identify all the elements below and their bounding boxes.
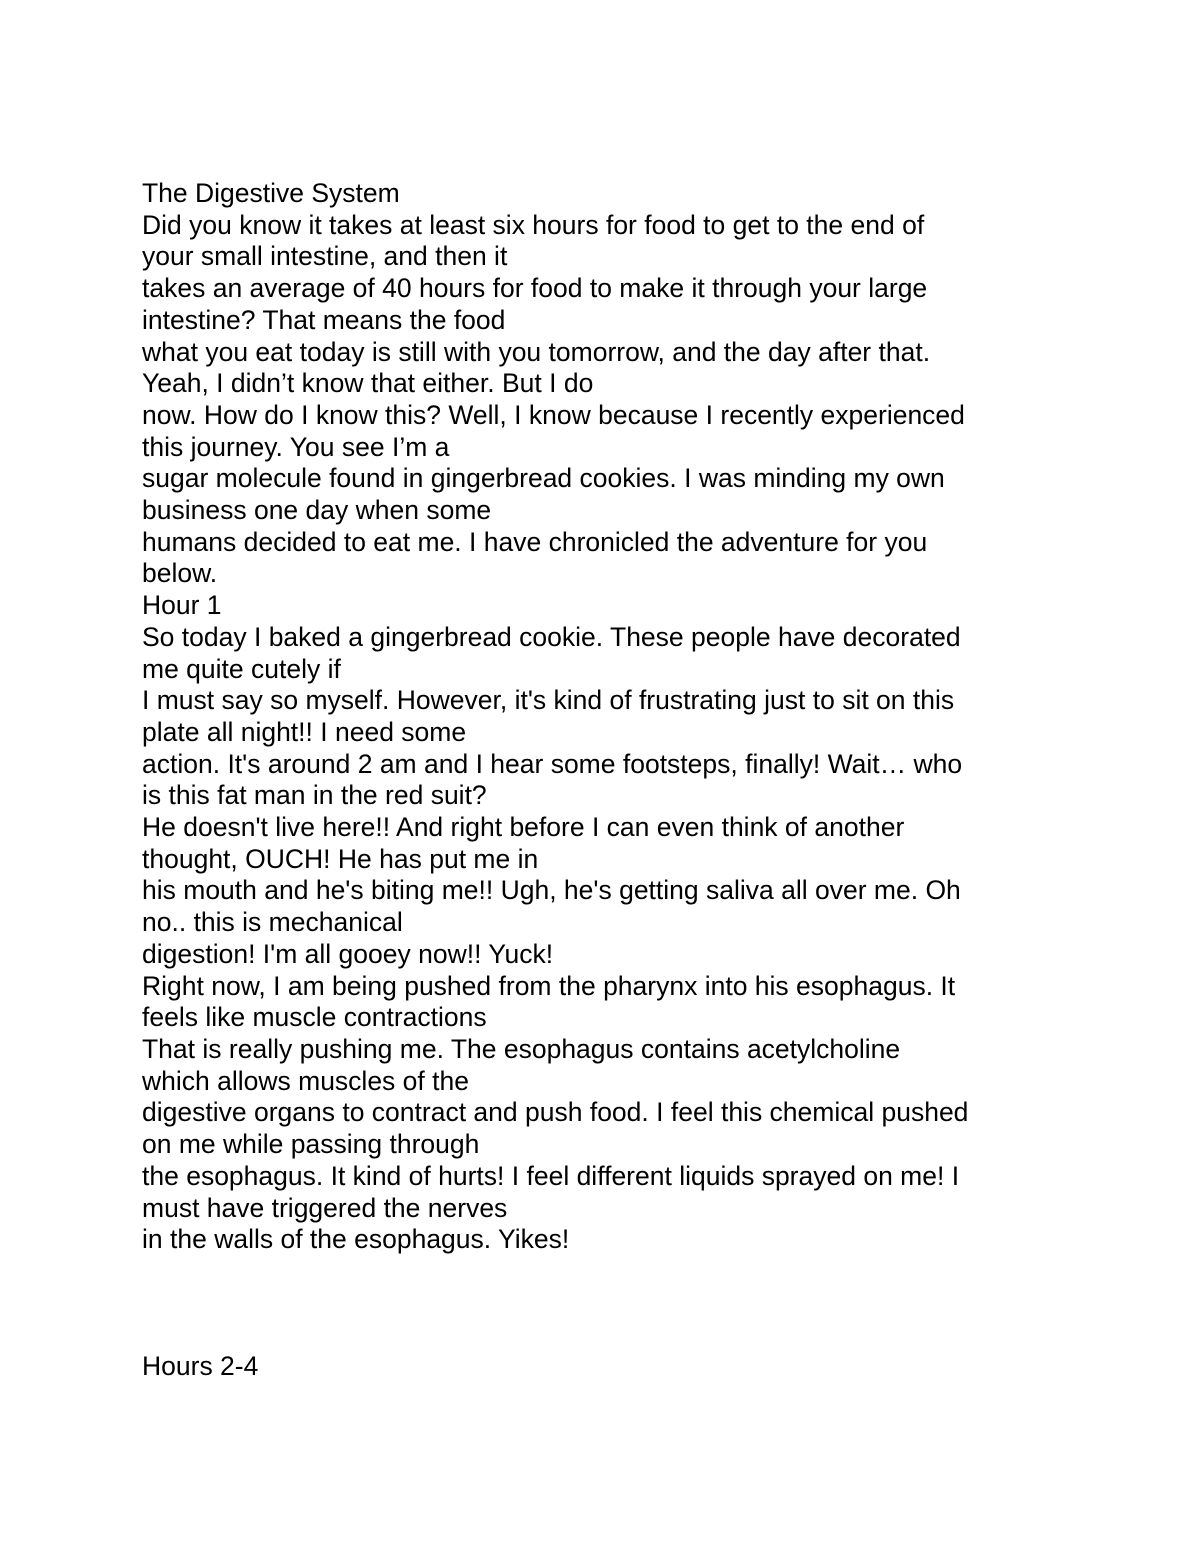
text-line: what you eat today is still with you tomorrow, and the day after that. [142,336,931,367]
text-line: me quite cutely if [142,653,341,684]
text-line: Yeah, I didn’t know that either. But I do [142,368,594,399]
document-title: The Digestive System [142,178,400,208]
text-line: Right now, I am being pushed from the pharynx into his esophagus. It [142,970,956,1001]
document-body [142,178,1102,1256]
text-line: now. How do I know this? Well, I know because I recently experienced [142,399,965,430]
text-line: must have triggered the nerves [142,1192,508,1223]
text-line: this journey. You see I’m a [142,431,450,462]
text-line: thought, OUCH! He has put me in [142,843,539,874]
text-line: intestine? That means the food [142,304,506,335]
section-heading-hours-2-4: Hours 2-4 [142,1350,259,1381]
text-line: business one day when some [142,495,492,526]
text-line: his mouth and he's biting me!! Ugh, he's getting saliva all over me. Oh [142,875,961,906]
document-page [142,178,1102,1383]
text-line: humans decided to eat me. I have chronicled the adventure for you [142,526,928,557]
text-line: which allows muscles of the [142,1065,469,1096]
text-line: below. [142,558,218,589]
text-line: plate all night!! I need some [142,716,467,747]
text-line: no.. this is mechanical [142,907,403,938]
text-line: Did you know it takes at least six hours for food to get to the end of [142,209,925,240]
text-line: I must say so myself. However, it's kind of frustrating just to sit on this [142,685,955,716]
blank-space [142,1256,1102,1351]
section-heading-hour-1: Hour 1 [142,590,222,621]
text-line: feels like muscle contractions [142,1002,487,1033]
text-line: That is really pushing me. The esophagus contains acetylcholine [142,1033,901,1064]
text-line: on me while passing through [142,1129,480,1160]
text-line: He doesn't live here!! And right before I can even think of another [142,812,905,843]
text-line: So today I baked a gingerbread cookie. These people have decorated [142,621,961,652]
text-line: the esophagus. It kind of hurts! I feel different liquids sprayed on me! I [142,1160,960,1191]
text-line: your small intestine, and then it [142,241,508,272]
text-line: sugar molecule found in gingerbread cookies. I was minding my own [142,463,945,494]
text-line: action. It's around 2 am and I hear some footsteps, finally! Wait… who [142,748,963,779]
text-line: digestion! I'm all gooey now!! Yuck! [142,938,554,969]
text-line: in the walls of the esophagus. Yikes! [142,1224,570,1255]
text-line: is this fat man in the red suit? [142,780,487,811]
text-line: digestive organs to contract and push food. I feel this chemical pushed [142,1097,969,1128]
text-line: takes an average of 40 hours for food to make it through your large [142,273,928,304]
